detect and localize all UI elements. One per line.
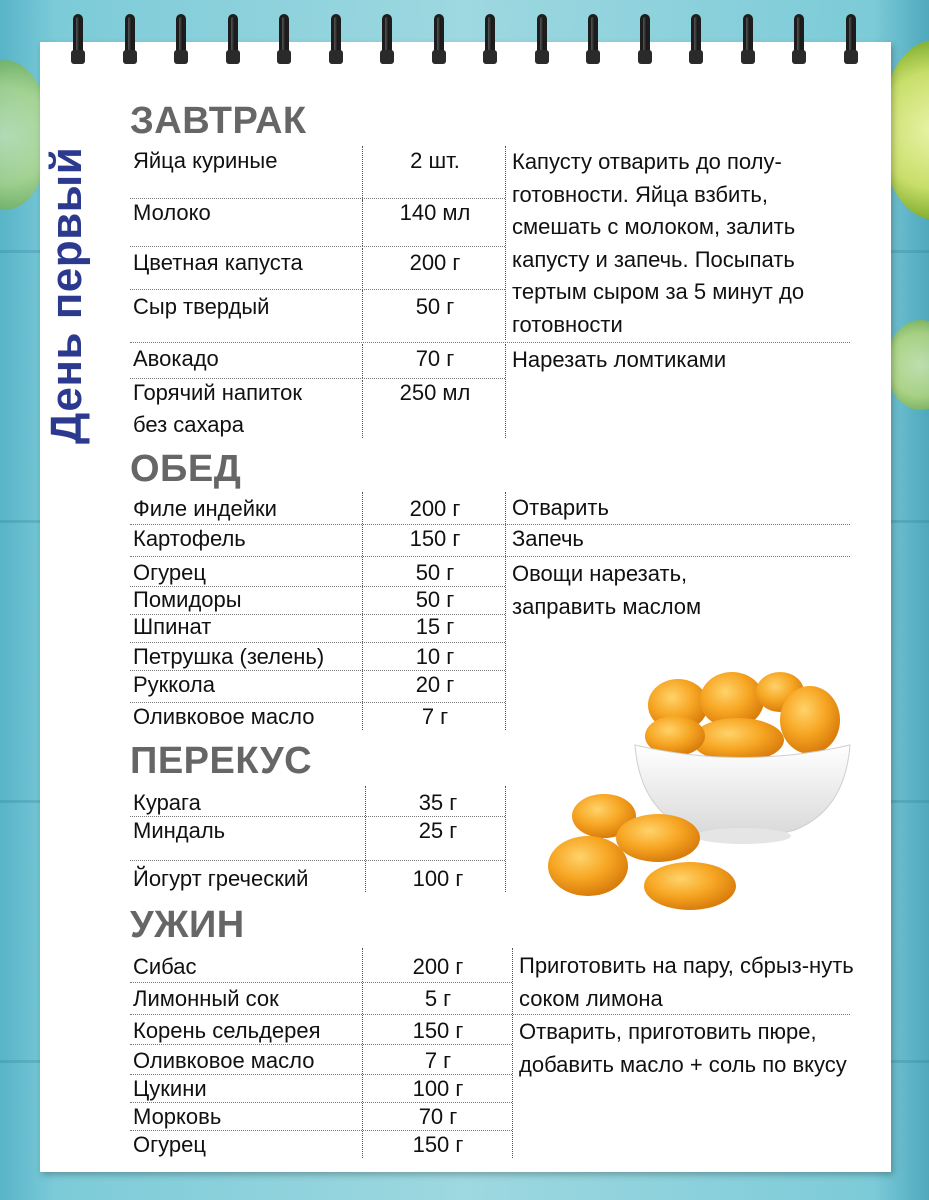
ingredient-qty: 100 г — [412, 1076, 464, 1101]
ingredient-name: Курага — [133, 790, 201, 815]
ingredient-qty: 140 мл — [399, 200, 471, 225]
preparation-note: Овощи нарезать, заправить маслом — [512, 561, 702, 619]
spiral-ring — [637, 14, 655, 70]
section-title-lunch: ОБЕД — [130, 448, 242, 490]
ingredient-qty: 200 г — [412, 954, 464, 979]
ingredient-name: Шпинат — [133, 614, 212, 639]
spiral-ring — [379, 14, 397, 70]
ingredient-name: Цукини — [133, 1076, 207, 1101]
spiral-ring — [122, 14, 140, 70]
ingredient-name: Цветная капуста — [133, 250, 303, 275]
ingredient-name: Картофель — [133, 526, 246, 551]
spiral-ring — [585, 14, 603, 70]
ingredient-name: Помидоры — [133, 587, 242, 612]
ingredient-qty: 50 г — [415, 587, 455, 612]
lime-slice-decoration — [886, 320, 929, 410]
spiral-ring — [173, 14, 191, 70]
ingredient-qty: 150 г — [412, 1018, 464, 1043]
ingredient-name: Яйца куриные — [133, 148, 278, 173]
ingredient-name: Оливковое масло — [133, 1048, 315, 1073]
spiral-ring — [482, 14, 500, 70]
ingredient-qty: 10 г — [415, 644, 455, 669]
preparation-note: Приготовить на пару, сбрыз-нуть соком лимона — [519, 953, 854, 1011]
spiral-ring — [225, 14, 243, 70]
spiral-ring — [843, 14, 861, 70]
ingredient-name: Миндаль — [133, 818, 226, 843]
ingredient-name: Морковь — [133, 1104, 222, 1129]
preparation-note: Отварить — [512, 495, 609, 520]
ingredient-qty: 150 г — [409, 526, 461, 551]
spiral-ring — [276, 14, 294, 70]
ingredient-name: Молоко — [133, 200, 211, 225]
preparation-note: Нарезать ломтиками — [512, 347, 727, 372]
ingredient-qty: 150 г — [412, 1132, 464, 1157]
section-title-breakfast: ЗАВТРАК — [130, 100, 307, 142]
ingredient-name: Йогурт греческий — [133, 866, 309, 891]
ingredient-name: Лимонный сок — [133, 986, 279, 1011]
ingredient-qty: 20 г — [415, 672, 455, 697]
ingredient-qty: 70 г — [415, 346, 455, 371]
ingredient-name: Огурец — [133, 1132, 206, 1157]
ingredient-qty: 200 г — [409, 496, 461, 521]
spiral-ring — [791, 14, 809, 70]
section-title-snack: ПЕРЕКУС — [130, 740, 313, 782]
preparation-note: Запечь — [512, 526, 584, 551]
ingredient-name: Филе индейки — [133, 496, 277, 521]
ingredient-qty: 15 г — [415, 614, 455, 639]
section-title-dinner: УЖИН — [130, 904, 245, 946]
spiral-ring — [328, 14, 346, 70]
ingredient-name: Огурец — [133, 560, 206, 585]
spiral-ring — [688, 14, 706, 70]
spiral-ring — [431, 14, 449, 70]
ingredient-name: Авокадо — [133, 346, 219, 371]
ingredient-name: Сибас — [133, 954, 197, 979]
preparation-note: Отварить, приготовить пюре, добавить масло + соль по вкусу — [519, 1019, 847, 1077]
ingredient-qty: 25 г — [418, 818, 458, 843]
ingredient-qty: 100 г — [412, 866, 464, 891]
preparation-note: Капусту отварить до полу-готовности. Яйца взбить, смешать с молоком, залить капусту и запечь. Посыпать тертым сыром за 5 минут до готовности — [512, 149, 805, 337]
day-title: День первый — [42, 146, 91, 444]
ingredient-qty: 2 шт. — [410, 148, 460, 173]
ingredient-qty: 200 г — [409, 250, 461, 275]
ingredient-name: Сыр твердый — [133, 294, 270, 319]
ingredient-qty: 7 г — [424, 1048, 452, 1073]
ingredient-name: Корень сельдерея — [133, 1018, 321, 1043]
ingredient-name: Оливковое масло — [133, 704, 315, 729]
spiral-ring — [534, 14, 552, 70]
ingredient-qty: 5 г — [424, 986, 452, 1011]
ingredient-qty: 70 г — [418, 1104, 458, 1129]
spiral-ring — [740, 14, 758, 70]
spiral-ring — [70, 14, 88, 70]
ingredient-name-continued: без сахара — [133, 412, 244, 437]
ingredient-qty: 50 г — [415, 560, 455, 585]
ingredient-qty: 7 г — [421, 704, 449, 729]
ingredient-qty: 35 г — [418, 790, 458, 815]
ingredient-name: Петрушка (зелень) — [133, 644, 325, 669]
ingredient-name: Руккола — [133, 672, 215, 697]
ingredient-qty: 50 г — [415, 294, 455, 319]
ingredient-qty: 250 мл — [399, 380, 471, 405]
dried-apricots-bowl-illustration — [540, 660, 860, 920]
ingredient-name: Горячий напиток — [133, 380, 303, 405]
